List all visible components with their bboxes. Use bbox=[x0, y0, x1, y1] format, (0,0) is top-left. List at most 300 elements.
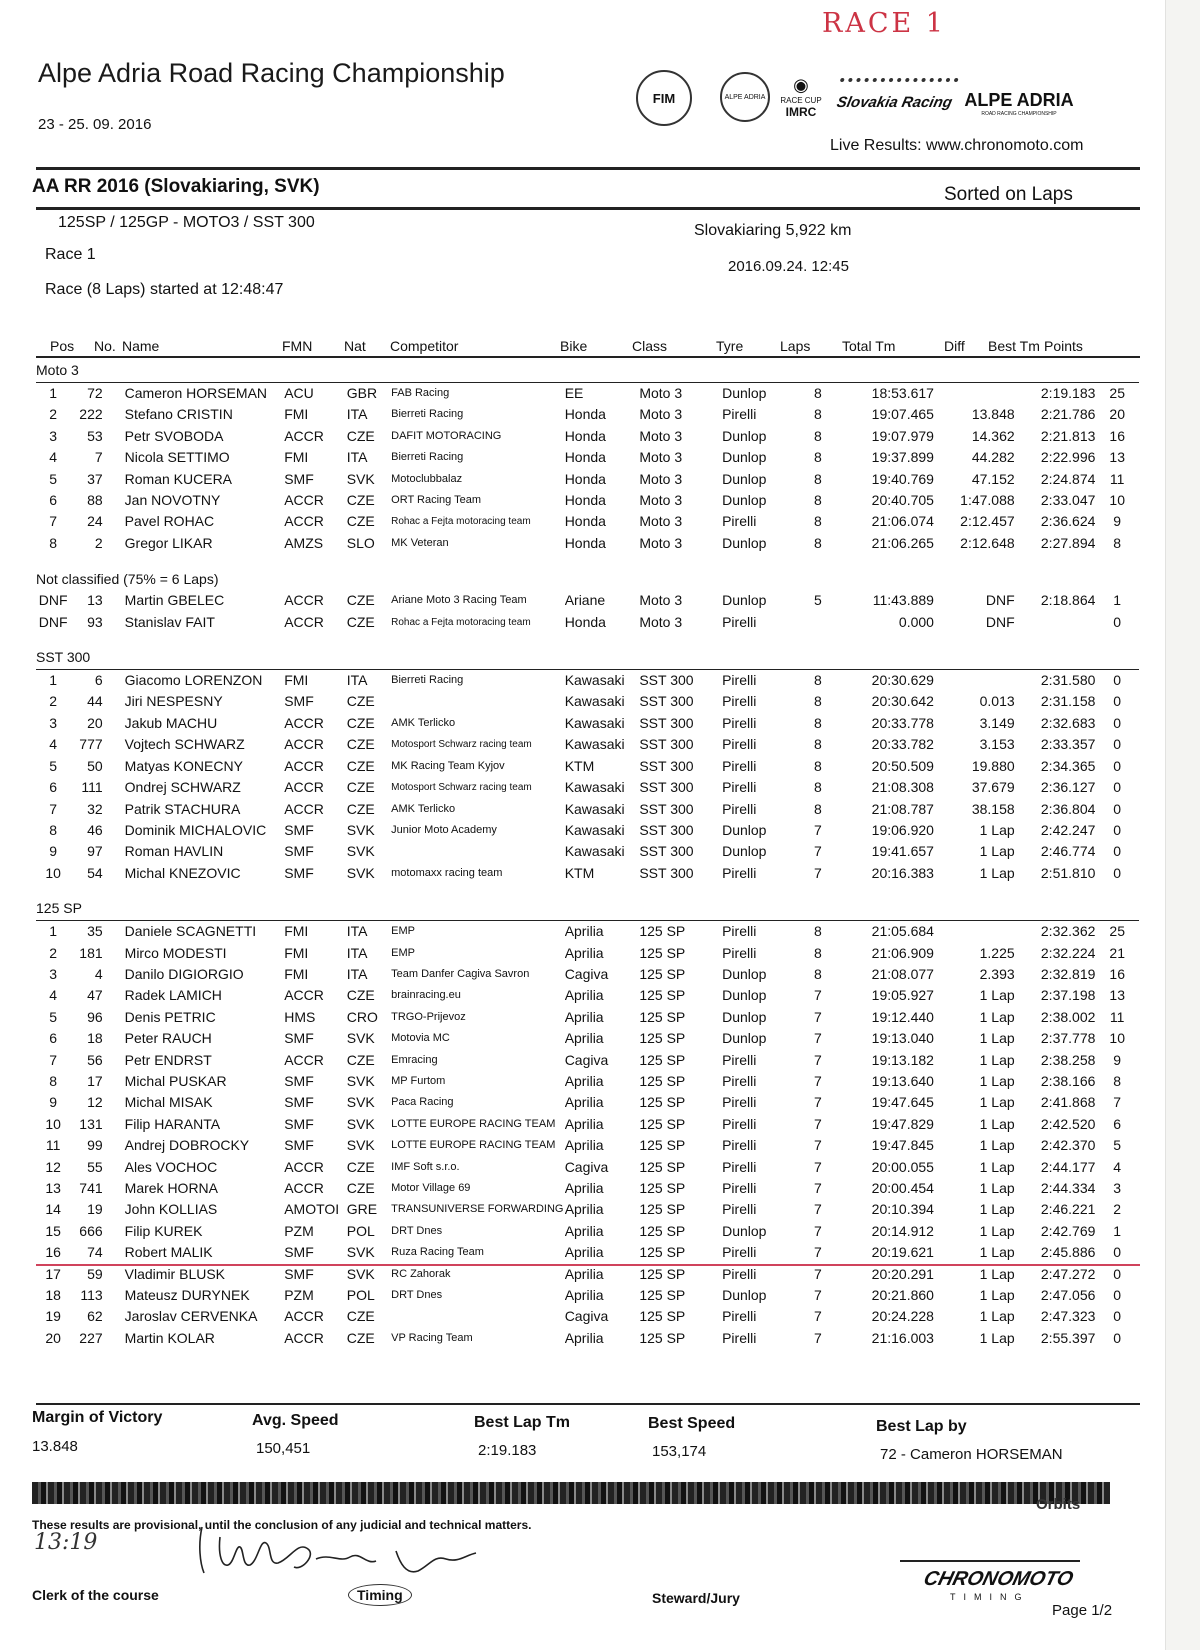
cell-name: Roman HAVLIN bbox=[124, 843, 224, 860]
cell-class: 125 SP bbox=[639, 1222, 686, 1239]
result-row bbox=[36, 404, 1139, 425]
cell-points: 20 bbox=[1109, 406, 1125, 423]
cell-points: 9 bbox=[1113, 1051, 1122, 1068]
cell-fmn: ACU bbox=[284, 385, 314, 401]
cell-total-time: 21:16.003 bbox=[871, 1329, 934, 1346]
cell-pos: 18 bbox=[45, 1287, 61, 1304]
cell-name: John KOLLIAS bbox=[124, 1201, 218, 1218]
cell-diff: 1 Lap bbox=[979, 1308, 1015, 1325]
cell-competitor: AMK Terlicko bbox=[391, 716, 456, 729]
cell-class: 125 SP bbox=[639, 923, 686, 940]
cell-class: 125 SP bbox=[639, 1180, 686, 1196]
cell-competitor: IMF Soft s.r.o. bbox=[391, 1160, 460, 1173]
cell-number: 7 bbox=[94, 449, 103, 466]
cell-bike: Kawasaki bbox=[564, 821, 625, 838]
cell-pos: 17 bbox=[45, 1265, 61, 1282]
cell-pos: 6 bbox=[49, 492, 58, 509]
cell-nat: CZE bbox=[346, 492, 375, 509]
cell-laps: 8 bbox=[814, 757, 822, 774]
cell-points: 10 bbox=[1109, 1030, 1125, 1047]
cell-competitor: Rohac a Fejta motoracing team bbox=[391, 616, 531, 628]
cell-competitor: Motoclubbalaz bbox=[391, 472, 463, 485]
cell-nat: ITA bbox=[346, 672, 368, 689]
cell-diff bbox=[934, 921, 1015, 943]
result-row bbox=[36, 943, 1139, 964]
section-header bbox=[36, 647, 1139, 670]
cell-total-time: 19:47.829 bbox=[871, 1115, 934, 1132]
cell-competitor: TRANSUNIVERSE FORWARDING bbox=[391, 1203, 564, 1216]
col-pos: Pos bbox=[50, 338, 75, 354]
cell-diff: 47.152 bbox=[971, 470, 1015, 487]
cell-points: 11 bbox=[1109, 470, 1125, 487]
cell-total-time: 21:08.077 bbox=[871, 965, 934, 982]
cell-points: 0 bbox=[1113, 821, 1122, 838]
cell-points: 0 bbox=[1113, 736, 1122, 753]
cell-best-time: 2:47.056 bbox=[1040, 1287, 1096, 1304]
cell-name: Vojtech SCHWARZ bbox=[124, 736, 245, 753]
cell-laps: 8 bbox=[814, 513, 822, 530]
cell-fmn: FMI bbox=[284, 406, 309, 423]
cell-class: Moto 3 bbox=[639, 449, 683, 466]
cell-class: SST 300 bbox=[639, 714, 694, 731]
cell-bike: Aprilia bbox=[564, 1244, 604, 1261]
cell-total-time: 20:50.509 bbox=[871, 757, 934, 774]
cell-nat: CZE bbox=[346, 513, 375, 530]
cell-name: Mirco MODESTI bbox=[124, 944, 227, 961]
cell-laps: 7 bbox=[814, 1329, 822, 1346]
best-lap-by-value: 72 - Cameron HORSEMAN bbox=[880, 1446, 1063, 1463]
cell-bike: Aprilia bbox=[564, 1201, 604, 1218]
best-speed-value: 153,174 bbox=[652, 1443, 707, 1460]
cell-number: 50 bbox=[87, 757, 103, 774]
cell-bike: Aprilia bbox=[564, 1180, 604, 1196]
cell-best-time: 2:51.810 bbox=[1040, 864, 1096, 881]
cell-points: 0 bbox=[1113, 1265, 1122, 1282]
cell-diff: DNF bbox=[985, 592, 1015, 609]
cell-name: Jakub MACHU bbox=[124, 714, 218, 731]
cell-number: 24 bbox=[87, 513, 103, 530]
cell-best-time: 2:38.166 bbox=[1040, 1072, 1096, 1089]
cell-points: 1 bbox=[1113, 1222, 1122, 1239]
cell-fmn: ACCR bbox=[284, 592, 324, 609]
margin-label: Margin of Victory bbox=[32, 1409, 163, 1426]
result-row bbox=[36, 590, 1139, 611]
cell-name: Filip KUREK bbox=[124, 1222, 203, 1239]
cell-number: 12 bbox=[87, 1094, 103, 1111]
cell-number: 32 bbox=[87, 800, 103, 817]
cell-name: Petr SVOBODA bbox=[124, 427, 224, 444]
cell-laps: 8 bbox=[814, 427, 822, 444]
cell-bike: Aprilia bbox=[564, 1329, 604, 1346]
cell-total-time: 21:06.074 bbox=[871, 513, 934, 530]
cell-nat: GBR bbox=[346, 385, 378, 401]
cell-points: 0 bbox=[1113, 757, 1122, 774]
cell-tyre: Dunlop bbox=[722, 492, 767, 509]
cell-best-time: 2:34.365 bbox=[1040, 757, 1096, 774]
cell-diff: 1 Lap bbox=[979, 1072, 1015, 1089]
cell-total-time: 20:10.394 bbox=[871, 1201, 934, 1218]
cell-tyre: Pirelli bbox=[722, 1329, 757, 1346]
cell-number: 13 bbox=[87, 592, 103, 609]
cell-competitor: VP Racing Team bbox=[391, 1331, 473, 1344]
column-header-rule bbox=[36, 356, 1140, 358]
cell-pos: 19 bbox=[45, 1308, 61, 1325]
cell-fmn: SMF bbox=[284, 1265, 314, 1282]
cell-points: 0 bbox=[1113, 613, 1122, 630]
cell-diff: 1.225 bbox=[979, 944, 1015, 961]
timing-label: Timing bbox=[348, 1584, 412, 1606]
cell-total-time: 20:33.778 bbox=[871, 714, 934, 731]
best-lap-value: 2:19.183 bbox=[478, 1442, 537, 1459]
cell-nat: SVK bbox=[346, 1115, 375, 1132]
chronomoto-logo: CHRONOMOTO TIMING bbox=[900, 1560, 1080, 1606]
cell-nat: SVK bbox=[346, 1265, 375, 1282]
cell-total-time: 21:06.265 bbox=[871, 534, 934, 551]
cell-nat: CZE bbox=[346, 1051, 375, 1068]
cell-competitor: Motosport Schwarz racing team bbox=[391, 739, 532, 751]
cell-nat: SVK bbox=[346, 470, 375, 487]
cell-total-time: 20:30.642 bbox=[871, 693, 934, 710]
cell-class: 125 SP bbox=[639, 1030, 686, 1047]
cell-pos: 2 bbox=[49, 406, 58, 423]
cell-name: Danilo DIGIORGIO bbox=[124, 965, 244, 982]
cell-number: 181 bbox=[79, 944, 103, 961]
cell-fmn: ACCR bbox=[284, 779, 324, 796]
scan-page-edge bbox=[1165, 0, 1200, 1650]
cell-number: 20 bbox=[87, 714, 103, 731]
cell-bike: Honda bbox=[564, 406, 606, 423]
cell-nat: SVK bbox=[346, 1030, 375, 1047]
result-row bbox=[36, 964, 1139, 985]
cell-name: Jan NOVOTNY bbox=[124, 492, 221, 509]
cell-fmn: ACCR bbox=[284, 1051, 324, 1068]
cell-fmn: SMF bbox=[284, 821, 314, 838]
cell-competitor: Emracing bbox=[391, 1053, 438, 1066]
cell-class: 125 SP bbox=[639, 1051, 686, 1068]
cell-pos: 1 bbox=[49, 923, 58, 940]
cell-laps: 8 bbox=[814, 672, 822, 689]
cell-pos: DNF bbox=[38, 592, 68, 609]
cell-laps: 7 bbox=[814, 1222, 822, 1239]
result-row bbox=[36, 533, 1139, 554]
result-row bbox=[36, 1157, 1139, 1178]
cell-pos: 8 bbox=[49, 534, 58, 551]
cell-laps: 7 bbox=[814, 1051, 822, 1068]
cell-tyre: Pirelli bbox=[722, 693, 757, 710]
cell-points: 2 bbox=[1113, 1201, 1122, 1218]
cell-best-time: 2:55.397 bbox=[1040, 1329, 1096, 1346]
cell-diff: 1 Lap bbox=[979, 1329, 1015, 1346]
cell-points: 0 bbox=[1113, 1287, 1122, 1304]
cell-tyre: Pirelli bbox=[722, 1244, 757, 1261]
cell-best-time: 2:38.258 bbox=[1040, 1051, 1096, 1068]
cell-total-time: 19:06.920 bbox=[871, 821, 934, 838]
result-row bbox=[36, 1071, 1139, 1092]
cell-fmn: ACCR bbox=[284, 513, 324, 530]
cell-competitor: DAFIT MOTORACING bbox=[391, 429, 502, 442]
race-start-info: Race (8 Laps) started at 12:48:47 bbox=[45, 281, 284, 298]
cell-nat: SVK bbox=[346, 1072, 375, 1089]
cell-diff: 19.880 bbox=[971, 757, 1015, 774]
cell-diff bbox=[934, 383, 1015, 405]
result-row bbox=[36, 1028, 1139, 1049]
cell-tyre: Dunlop bbox=[722, 449, 767, 466]
cell-tyre: Pirelli bbox=[722, 672, 757, 689]
cell-tyre: Pirelli bbox=[722, 714, 757, 731]
result-row bbox=[36, 985, 1139, 1006]
cell-total-time: 20:33.782 bbox=[871, 736, 934, 753]
col-bike: Bike bbox=[560, 338, 588, 354]
cell-class: SST 300 bbox=[639, 864, 694, 881]
cell-points: 6 bbox=[1113, 1115, 1122, 1132]
cell-competitor: Paca Racing bbox=[391, 1096, 454, 1109]
cell-tyre: Pirelli bbox=[722, 923, 757, 940]
cell-number: 97 bbox=[87, 843, 103, 860]
cell-nat: ITA bbox=[346, 923, 368, 940]
cell-bike: Aprilia bbox=[564, 1222, 604, 1239]
cell-name: Michal KNEZOVIC bbox=[124, 864, 241, 881]
col-no: No. bbox=[94, 338, 116, 354]
cell-number: 113 bbox=[80, 1287, 103, 1304]
cell-bike: Aprilia bbox=[564, 1072, 604, 1089]
cell-nat: CZE bbox=[346, 779, 375, 796]
cell-pos: 3 bbox=[49, 965, 58, 982]
cell-name: Stefano CRISTIN bbox=[124, 406, 233, 423]
cell-class: 125 SP bbox=[639, 1329, 686, 1346]
cell-diff: 1 Lap bbox=[979, 1265, 1015, 1282]
cell-tyre: Pirelli bbox=[722, 1180, 757, 1196]
cell-competitor: brainracing.eu bbox=[391, 989, 461, 1002]
cell-points: 25 bbox=[1109, 385, 1125, 401]
cell-nat: CZE bbox=[346, 757, 375, 774]
cell-competitor: Motovia MC bbox=[391, 1032, 450, 1045]
cell-total-time: 19:12.440 bbox=[871, 1008, 934, 1025]
cell-best-time: 2:42.247 bbox=[1040, 821, 1096, 838]
cell-number: 35 bbox=[87, 923, 103, 940]
cell-best-time: 2:41.868 bbox=[1040, 1094, 1096, 1111]
cell-competitor: motomaxx racing team bbox=[391, 866, 503, 879]
cell-name: Giacomo LORENZON bbox=[124, 672, 263, 689]
cell-laps: 7 bbox=[814, 843, 822, 860]
cell-best-time: 2:37.778 bbox=[1040, 1030, 1096, 1047]
cell-laps: 8 bbox=[814, 944, 822, 961]
cell-points: 1 bbox=[1113, 592, 1122, 609]
cell-competitor: Ruza Racing Team bbox=[391, 1246, 484, 1259]
cell-bike: Aprilia bbox=[564, 1137, 604, 1154]
track-info: Slovakiaring 5,922 km bbox=[694, 222, 852, 239]
col-name: Name bbox=[122, 338, 160, 354]
header-rule bbox=[36, 167, 1140, 170]
cell-best-time: 2:42.370 bbox=[1040, 1137, 1096, 1154]
cell-competitor: LOTTE EUROPE RACING TEAM bbox=[391, 1117, 556, 1130]
cell-competitor bbox=[391, 1306, 565, 1327]
cell-best-time: 2:47.323 bbox=[1040, 1308, 1096, 1325]
cell-tyre: Pirelli bbox=[722, 406, 757, 423]
cell-competitor bbox=[391, 841, 565, 862]
cell-fmn: SMF bbox=[284, 1115, 314, 1132]
cell-number: 47 bbox=[87, 987, 103, 1004]
event-name: AA RR 2016 (Slovakiaring, SVK) bbox=[32, 176, 320, 197]
result-row bbox=[36, 777, 1139, 798]
cell-nat: SVK bbox=[346, 843, 375, 860]
cell-competitor: MK Racing Team Kyjov bbox=[391, 759, 505, 772]
cell-nat: CZE bbox=[346, 1180, 375, 1196]
cell-nat: CZE bbox=[346, 987, 375, 1004]
result-row bbox=[36, 1114, 1139, 1135]
cell-diff: 1 Lap bbox=[979, 987, 1015, 1004]
cell-best-time: 2:42.520 bbox=[1040, 1115, 1096, 1132]
cell-class: SST 300 bbox=[639, 757, 694, 774]
cell-pos: 13 bbox=[45, 1180, 61, 1196]
result-row bbox=[36, 1135, 1139, 1156]
live-results-link[interactable]: Live Results: www.chronomoto.com bbox=[830, 137, 1084, 154]
cell-number: 55 bbox=[87, 1158, 103, 1175]
section-header bbox=[36, 898, 1139, 921]
cell-nat: POL bbox=[346, 1222, 375, 1239]
cell-bike: Cagiva bbox=[564, 1158, 609, 1175]
cell-nat: SVK bbox=[346, 864, 375, 881]
results-body bbox=[36, 360, 1139, 1349]
cell-best-time bbox=[1015, 612, 1096, 633]
cell-number: 111 bbox=[81, 779, 103, 796]
cell-pos: 8 bbox=[49, 1072, 58, 1089]
cell-total-time: 20:20.291 bbox=[871, 1265, 934, 1282]
slovakia-racing-logo: Slovakia Racing bbox=[831, 78, 958, 122]
cell-name: Pavel ROHAC bbox=[124, 513, 215, 530]
cell-name: Andrej DOBROCKY bbox=[124, 1137, 250, 1154]
cell-fmn: PZM bbox=[284, 1222, 314, 1239]
cell-name: Jiri NESPESNY bbox=[124, 693, 223, 710]
cell-diff: 0.013 bbox=[979, 693, 1015, 710]
cell-number: 222 bbox=[79, 406, 103, 423]
cell-name: Patrik STACHURA bbox=[124, 800, 241, 817]
cell-fmn: ACCR bbox=[284, 1158, 324, 1175]
cell-competitor: Ariane Moto 3 Racing Team bbox=[391, 594, 527, 607]
cell-competitor: EMP bbox=[391, 925, 415, 938]
cell-pos: 11 bbox=[45, 1137, 61, 1154]
cell-pos: 4 bbox=[49, 736, 58, 753]
cell-diff: 2:12.648 bbox=[960, 534, 1015, 551]
summary-rule bbox=[36, 1403, 1140, 1405]
cell-points: 0 bbox=[1113, 1329, 1122, 1346]
cell-nat: GRE bbox=[346, 1201, 378, 1218]
cell-class: 125 SP bbox=[639, 1287, 686, 1304]
cell-fmn: SMF bbox=[284, 1137, 314, 1154]
cell-diff: 37.679 bbox=[971, 779, 1015, 796]
cell-laps: 8 bbox=[814, 449, 822, 466]
cell-competitor: MK Veteran bbox=[391, 536, 449, 549]
cell-bike: Honda bbox=[564, 613, 606, 630]
cell-fmn: ACCR bbox=[284, 427, 324, 444]
cell-laps: 8 bbox=[814, 534, 822, 551]
result-row bbox=[36, 863, 1139, 884]
cell-laps: 7 bbox=[814, 821, 822, 838]
cell-bike: Kawasaki bbox=[564, 736, 625, 753]
cell-total-time: 19:41.657 bbox=[871, 843, 934, 860]
cell-points: 8 bbox=[1113, 534, 1122, 551]
cell-class: Moto 3 bbox=[639, 385, 683, 401]
cell-tyre: Pirelli bbox=[722, 1072, 757, 1089]
cell-number: 59 bbox=[87, 1265, 103, 1282]
alpe-adria-logo: ALPE ADRIA ROAD RACING CHAMPIONSHIP bbox=[964, 89, 1074, 117]
cell-pos: 5 bbox=[49, 1008, 58, 1025]
cell-fmn: ACCR bbox=[284, 492, 324, 509]
cell-total-time: 20:14.912 bbox=[871, 1222, 934, 1239]
cell-points: 3 bbox=[1113, 1180, 1122, 1196]
cell-name: Ales VOCHOC bbox=[124, 1158, 218, 1175]
cell-points: 4 bbox=[1113, 1158, 1122, 1175]
avg-speed-value: 150,451 bbox=[256, 1440, 311, 1457]
result-row bbox=[36, 447, 1139, 468]
cell-tyre: Pirelli bbox=[722, 1137, 757, 1154]
championship-title: Alpe Adria Road Racing Championship bbox=[38, 58, 505, 88]
cell-best-time: 2:31.158 bbox=[1040, 693, 1096, 710]
cell-best-time: 2:36.804 bbox=[1040, 800, 1096, 817]
cell-competitor: Bierreti Racing bbox=[391, 451, 464, 464]
cell-competitor: RC Zahorak bbox=[391, 1267, 451, 1280]
cell-total-time: 20:00.055 bbox=[871, 1158, 934, 1175]
cell-name: Michal MISAK bbox=[124, 1094, 213, 1111]
cell-laps: 8 bbox=[814, 714, 822, 731]
cell-tyre: Dunlop bbox=[722, 1222, 767, 1239]
race-annotation: RACE 1 bbox=[822, 8, 946, 39]
cell-diff: 1 Lap bbox=[979, 1115, 1015, 1132]
cell-tyre: Pirelli bbox=[722, 1051, 757, 1068]
cell-class: 125 SP bbox=[639, 1201, 686, 1218]
cell-pos: DNF bbox=[38, 613, 68, 630]
cell-bike: Kawasaki bbox=[564, 672, 625, 689]
cell-nat: ITA bbox=[346, 406, 368, 423]
cell-diff: 2.393 bbox=[979, 965, 1015, 982]
cell-pos: 3 bbox=[49, 427, 58, 444]
result-row bbox=[36, 1178, 1139, 1199]
cell-bike: Aprilia bbox=[564, 1094, 604, 1111]
cell-points: 10 bbox=[1109, 492, 1125, 509]
cell-total-time: 19:13.640 bbox=[871, 1072, 934, 1089]
cell-pos: 1 bbox=[49, 672, 58, 689]
cell-nat: POL bbox=[346, 1287, 375, 1304]
handwritten-time: 13:19 bbox=[34, 1530, 98, 1555]
cell-best-time: 2:33.047 bbox=[1040, 492, 1096, 509]
cell-name: Matyas KONECNY bbox=[124, 757, 243, 774]
section-gap bbox=[36, 633, 1139, 647]
cell-bike: Honda bbox=[564, 449, 606, 466]
cell-name: Filip HARANTA bbox=[124, 1115, 221, 1132]
cell-laps: 8 bbox=[814, 965, 822, 982]
result-row bbox=[36, 1285, 1139, 1306]
cell-total-time: 21:08.787 bbox=[871, 800, 934, 817]
cell-pos: 6 bbox=[49, 1030, 58, 1047]
cell-nat: CZE bbox=[346, 592, 375, 609]
cell-best-time: 2:22.996 bbox=[1040, 449, 1096, 466]
cell-diff: 13.848 bbox=[971, 406, 1015, 423]
cell-number: 18 bbox=[87, 1030, 103, 1047]
col-fmn: FMN bbox=[282, 338, 313, 354]
cell-points: 0 bbox=[1113, 843, 1122, 860]
cell-points: 11 bbox=[1109, 1008, 1125, 1025]
cell-fmn: SMF bbox=[284, 864, 314, 881]
cell-points: 13 bbox=[1109, 449, 1125, 466]
cell-points: 8 bbox=[1113, 1072, 1122, 1089]
cell-fmn: ACCR bbox=[284, 1308, 324, 1325]
cell-tyre: Pirelli bbox=[722, 613, 757, 630]
cell-nat: ITA bbox=[346, 965, 368, 982]
cell-competitor: TRGO-Prijevoz bbox=[391, 1010, 466, 1023]
cell-number: 131 bbox=[79, 1115, 103, 1132]
cell-total-time: 20:00.454 bbox=[871, 1180, 934, 1196]
cell-bike: Aprilia bbox=[564, 1115, 604, 1132]
cell-laps: 8 bbox=[814, 693, 822, 710]
